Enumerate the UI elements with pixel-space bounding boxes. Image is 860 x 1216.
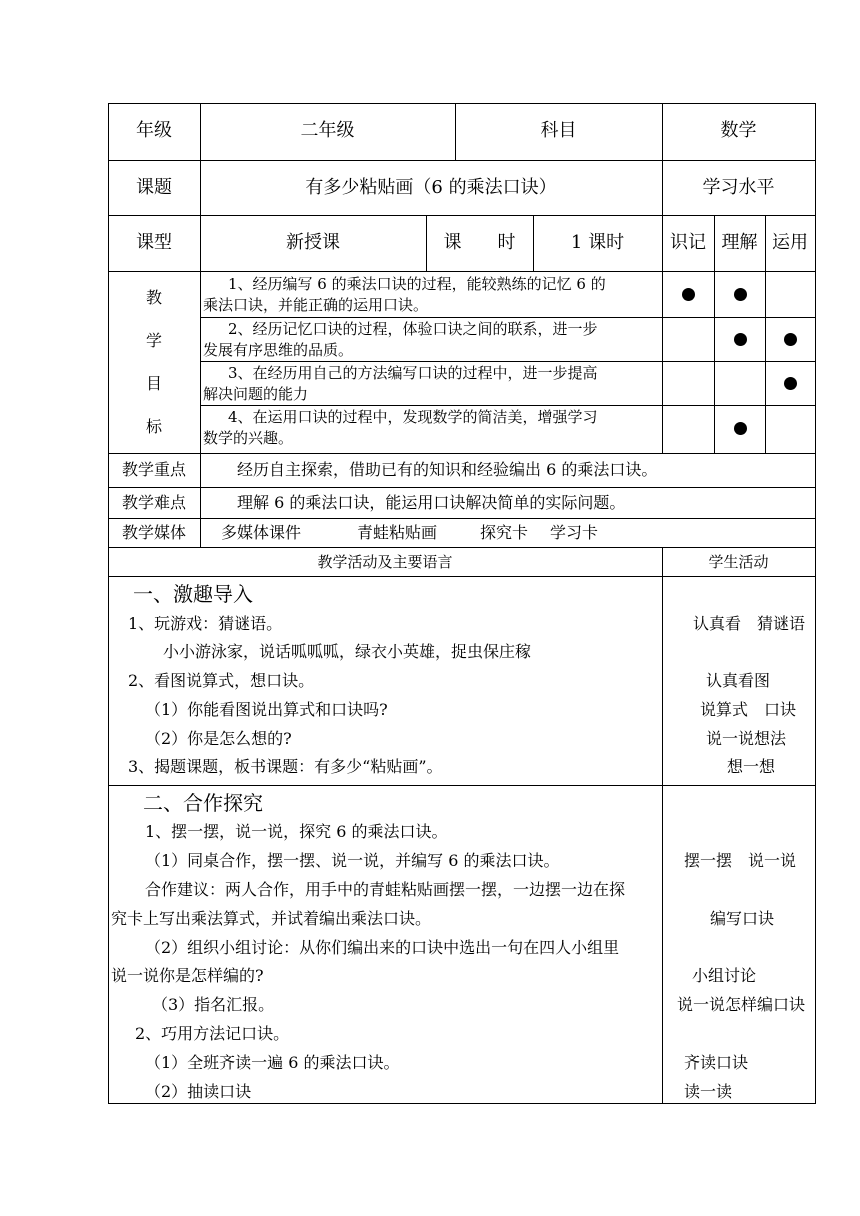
section-1-line: 3、揭题课题，板书课题：有多少“粘贴画”。 <box>128 757 443 776</box>
topic-label: 课题 <box>136 177 172 198</box>
section-2-line: 合作建议：两人合作，用手中的青蛙粘贴画摆一摆，一边摆一边在探 <box>145 880 626 899</box>
section-2-title: 二、合作探究 <box>143 791 263 815</box>
media-label: 教学媒体 <box>121 523 186 542</box>
section-2-line: （1）全班齐读一遍 6 的乘法口诀。 <box>145 1053 400 1072</box>
objective-line: 1、经历编写 6 的乘法口诀的过程，能较熟练的记忆 6 的 <box>228 275 606 293</box>
student-activity: 说一说怎样编口诀 <box>677 995 806 1014</box>
row-divider <box>108 547 816 548</box>
objective-line: 数学的兴趣。 <box>203 429 294 447</box>
media-item: 青蛙粘贴画 <box>357 523 438 542</box>
row-divider <box>108 487 816 488</box>
section-2-line: 1、摆一摆，说一说，探究 6 的乘法口诀。 <box>145 822 448 841</box>
section-1-line: 1、玩游戏：猜谜语。 <box>128 614 283 633</box>
activity-header-right: 学生活动 <box>708 553 769 571</box>
student-activity: 齐读口诀 <box>684 1053 749 1072</box>
section-2-line: （2）组织小组讨论：从你们编出来的口诀中选出一句在四人小组里 <box>145 938 620 957</box>
row-divider <box>108 576 816 577</box>
section-2-line: 说一说你是怎样编的? <box>111 966 264 985</box>
row-divider <box>200 317 816 318</box>
objective-line: 4、在运用口诀的过程中，发现数学的简洁美，增强学习 <box>228 408 598 426</box>
objectives-label-char: 学 <box>145 331 162 350</box>
subject-value: 数学 <box>720 120 757 141</box>
student-activity: 想一想 <box>727 757 776 776</box>
student-activity: 说一说想法 <box>706 729 787 748</box>
row-divider <box>108 215 816 216</box>
activity-header-left: 教学活动及主要语言 <box>317 553 453 571</box>
col-divider <box>200 103 201 547</box>
table-border-right <box>815 103 816 1104</box>
objectives-label-char: 目 <box>145 374 162 393</box>
student-activity: 说算式 口诀 <box>700 700 797 719</box>
media-item: 探究卡 <box>480 523 529 542</box>
section-2-line: （3）指名汇报。 <box>152 995 275 1014</box>
level-mark-dot <box>734 422 747 435</box>
section-2-line: （2）抽读口诀 <box>145 1082 252 1101</box>
row-divider <box>108 453 816 454</box>
col-divider <box>662 547 663 1104</box>
objective-line: 2、经历记忆口诀的过程，体验口诀之间的联系，进一步 <box>228 320 598 338</box>
student-activity: 认真看图 <box>706 671 771 690</box>
topic-value: 有多少粘贴画（6 的乘法口诀） <box>305 177 557 198</box>
section-2-line: 究卡上写出乘法算式，并试着编出乘法口诀。 <box>111 909 432 928</box>
table-border-bottom <box>108 1103 816 1104</box>
row-divider <box>108 785 816 786</box>
student-activity: 认真看 猜谜语 <box>693 614 806 633</box>
section-1-line: 小小游泳家，说话呱呱呱，绿衣小英雄，捉虫保庄稼 <box>163 642 532 661</box>
objective-line: 3、在经历用自己的方法编写口诀的过程中，进一步提高 <box>228 364 598 382</box>
level-col-understand: 理解 <box>721 232 758 253</box>
key-points-text: 经历自主探索，借助已有的知识和经验编出 6 的乘法口诀。 <box>237 460 658 479</box>
section-1-line: 2、看图说算式，想口诀。 <box>128 671 315 690</box>
objectives-label-char: 教 <box>145 288 162 307</box>
objective-line: 发展有序思维的品质。 <box>203 341 354 359</box>
level-mark-dot <box>734 288 747 301</box>
level-col-memorize: 识记 <box>670 232 706 253</box>
objectives-label-char: 标 <box>145 417 162 436</box>
section-1-title: 一、激趣导入 <box>133 582 253 606</box>
objective-line: 乘法口诀，并能正确的运用口诀。 <box>203 296 429 314</box>
learning-level-label: 学习水平 <box>702 177 775 198</box>
student-activity: 编写口诀 <box>710 909 775 928</box>
level-mark-dot <box>682 288 695 301</box>
level-col-apply: 运用 <box>772 232 808 253</box>
section-1-line: （2）你是怎么想的? <box>145 729 292 748</box>
grade-label: 年级 <box>136 120 172 141</box>
student-activity: 摆一摆 说一说 <box>684 851 797 870</box>
level-mark-dot <box>734 333 747 346</box>
student-activity: 读一读 <box>684 1082 733 1101</box>
student-activity: 小组讨论 <box>692 966 757 985</box>
media-item: 学习卡 <box>550 523 599 542</box>
lesson-type-label: 课型 <box>136 232 172 253</box>
table-border-top <box>108 103 816 104</box>
col-divider <box>662 103 663 453</box>
row-divider <box>200 405 816 406</box>
grade-value: 二年级 <box>300 120 355 141</box>
difficulties-label: 教学难点 <box>121 493 186 512</box>
section-2-line: 2、巧用方法记口诀。 <box>135 1024 290 1043</box>
row-divider <box>108 518 816 519</box>
lesson-type-value: 新授课 <box>286 232 340 253</box>
level-mark-dot <box>784 377 797 390</box>
objective-line: 解决问题的能力 <box>203 385 309 403</box>
row-divider <box>108 160 816 161</box>
section-1-line: （1）你能看图说出算式和口诀吗? <box>145 700 388 719</box>
row-divider <box>200 361 816 362</box>
difficulties-text: 理解 6 的乘法口诀，能运用口诀解决简单的实际问题。 <box>237 493 626 512</box>
subject-label: 科目 <box>540 120 577 141</box>
table-border-left <box>108 103 109 1104</box>
level-mark-dot <box>784 333 797 346</box>
media-item: 多媒体课件 <box>221 523 302 542</box>
period-value: 1 课时 <box>570 232 625 253</box>
key-points-label: 教学重点 <box>121 460 186 479</box>
row-divider <box>108 271 816 272</box>
section-2-line: （1）同桌合作，摆一摆、说一说，并编写 6 的乘法口诀。 <box>145 851 560 870</box>
period-label: 课 时 <box>443 232 516 253</box>
